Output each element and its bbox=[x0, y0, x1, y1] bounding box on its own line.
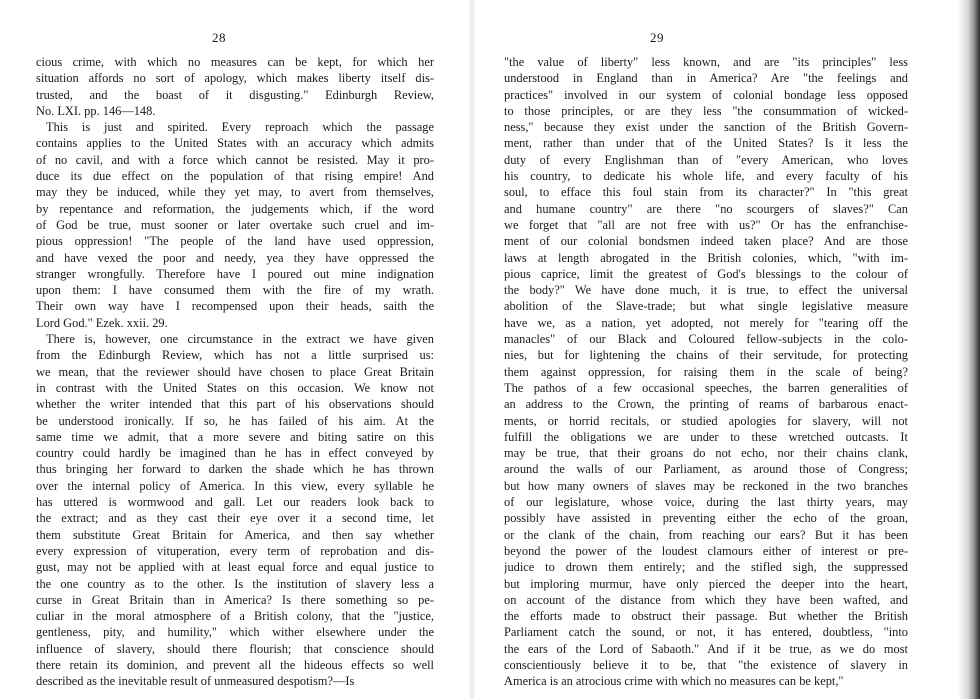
text-line: The pathos of a few occasional speeches, the barren generalities of bbox=[504, 380, 908, 395]
text-line: them substitute Great Britain for America, and then say whether bbox=[36, 527, 434, 542]
text-line: understood in England than in America? Are "the feelings and bbox=[504, 71, 908, 86]
text-line: Parliament catch the sound, or not, it has entered, doubtless, "into bbox=[504, 625, 908, 640]
text-line: gentleness, pity, and humility," which wither elsewhere under the bbox=[36, 625, 434, 640]
text-line: practices" involved in our system of colonial bondage less opposed bbox=[504, 87, 908, 102]
text-line: the efforts made to obstruct their passage. But whether the British bbox=[504, 609, 908, 624]
text-line: by repentance and reformation, the judgements which, if the word bbox=[36, 201, 434, 216]
text-line: his country, to dedicate his whole life, and every faculty of his bbox=[504, 169, 908, 184]
text-line: an address to the Crown, the printing of reams of barbarous enact- bbox=[504, 397, 908, 412]
text-line: Lord God." Ezek. xxii. 29. bbox=[36, 315, 168, 330]
text-line: laws at length abrogated in the British colonies, which, "with im- bbox=[504, 250, 908, 265]
page-text bbox=[36, 54, 434, 690]
text-line: No. LXI. pp. 146—148. bbox=[36, 103, 156, 118]
text-line: ment of our colonial bondsmen indeed taken place? And are those bbox=[504, 234, 908, 249]
text-line: nies, but for lightening the chains of their servitude, for protecting bbox=[504, 348, 908, 363]
text-line: country could hardly be imagined than he has in effect conveyed by bbox=[36, 446, 434, 461]
text-line: contains applies to the United States with an accuracy which admits bbox=[36, 136, 434, 151]
text-line: curse in Great Britain than in America? Is there something so pe- bbox=[36, 592, 434, 607]
text-line: of no cavil, and with a force which cannot be resisted. May it pro- bbox=[36, 152, 434, 167]
text-line: but imploring murmur, have only pierced the deeper into the heart, bbox=[504, 576, 908, 591]
text-line: cious crime, with which no measures can be kept, for which her bbox=[36, 55, 434, 69]
text-line: duce its due effect on the population of that rising empire! And bbox=[36, 169, 434, 184]
text-line: abolition of the Slave-trade; but what single legislative measure bbox=[504, 299, 908, 314]
text-line: but how many owners of slaves may be reckoned in the two branches bbox=[504, 478, 908, 493]
text-line: the body?" We have done much, it is true, to effect the universal bbox=[504, 283, 908, 298]
text-line: upon them: I have consumed them with the fire of my wrath. bbox=[36, 283, 434, 298]
text-line: fulfill the obligations we are under to these wretched outcasts. It bbox=[504, 429, 908, 444]
text-line: be understood ironically. If so, he has failed of his aim. At the bbox=[36, 413, 434, 428]
text-line: beyond the power of the loudest clamours either of interest or pre- bbox=[504, 543, 908, 558]
text-line: there retain its dominion, and prevent all the hideous effects so well bbox=[36, 657, 434, 672]
text-line: ment, rather than under that of the United States? Is it less the bbox=[504, 136, 908, 151]
text-line: pious caprice, limit the greatest of God's blessings to the colour of bbox=[504, 266, 908, 281]
text-line: may be true, that their groans do not echo, nor their chains clank, bbox=[504, 446, 908, 461]
text-line: on account of the distance from which they have been wafted, and bbox=[504, 592, 908, 607]
text-line: This is just and spirited. Every reproach which the passage bbox=[46, 120, 434, 135]
text-line: and humane country" are there "no scourgers of slaves?" Can bbox=[504, 201, 908, 216]
text-line: and have vexed the poor and needy, yea they have oppressed the bbox=[36, 250, 434, 265]
text-line: situation affords no sort of apology, which makes liberty itself dis- bbox=[36, 71, 434, 86]
text-line: ness," because they exist under the sanction of the British Govern- bbox=[504, 120, 908, 135]
text-line: whether the writer intended that this part of his observations should bbox=[36, 397, 434, 412]
text-line: have we, as a nation, yet adopted, not merely for "tearing off the bbox=[504, 315, 908, 330]
text-line: to those principles, or are they less "the consummation of wicked- bbox=[504, 103, 908, 118]
text-line: every expression of vituperation, every term of reprobation and dis- bbox=[36, 543, 434, 558]
text-line: of our legislature, whose voice, during the last thirty years, may bbox=[504, 495, 908, 510]
text-line: the extract; and as they cast their eye over it a second time, let bbox=[36, 511, 434, 526]
page-number: 29 bbox=[650, 30, 664, 45]
text-line: around the walls of our Parliament, as around those of Congress; bbox=[504, 462, 908, 477]
text-line: "the value of liberty" less known, and are "its principles" less bbox=[504, 55, 908, 69]
text-line: same time we admit, that a more severe and biting satire on this bbox=[36, 429, 434, 444]
text-line: of God be true, must sooner or later overtake such cruel and im- bbox=[36, 217, 434, 232]
text-line: gust, may not be applied with at least equal force and equal justice to bbox=[36, 560, 434, 575]
text-line: in contrast with the United States on this occasion. We know not bbox=[36, 380, 434, 395]
text-line: ments, or horrid recitals, or studied apologies for slavery, will not bbox=[504, 413, 908, 428]
text-line: described as the inevitable result of unmeasured despotism?—Is bbox=[36, 674, 355, 689]
text-line: may they be induced, while they yet may, to avert from themselves, bbox=[36, 185, 434, 200]
text-line: them against oppression, for raising them in the scale of being? bbox=[504, 364, 908, 379]
right-page bbox=[490, 0, 980, 699]
text-line: manacles" of our Black and Coloured fellow-subjects in the colo- bbox=[504, 332, 908, 347]
text-line: pious oppression! "The people of the land have used oppression, bbox=[36, 234, 434, 249]
text-line: the ears of the Lord of Sabaoth." And if it be true, as we do most bbox=[504, 641, 908, 656]
text-line: influence of slavery, should there flourish; that conscience should bbox=[36, 641, 434, 656]
text-line: stranger wrongfully. Therefore have I poured out mine indignation bbox=[36, 266, 434, 281]
text-line: the one country as to the other. Is the institution of slavery less a bbox=[36, 576, 434, 591]
text-line: over the internal policy of America. In this view, every syllable he bbox=[36, 478, 434, 493]
text-line: judice to drown them entirely; and the stifled sigh, the suppressed bbox=[504, 560, 908, 575]
text-line: trusted, and the boast of it disgusting." Edinburgh Review, bbox=[36, 87, 434, 102]
text-line: from the Edinburgh Review, which has not a little surprised us: bbox=[36, 348, 434, 363]
text-line: There is, however, one circumstance in the extract we have given bbox=[46, 332, 434, 347]
text-line: possibly have assisted in preventing either the echo of the groan, bbox=[504, 511, 908, 526]
page-text bbox=[504, 54, 908, 690]
text-line: conscientiously believe it to be, that "the existence of slavery in bbox=[504, 657, 908, 672]
page-number: 28 bbox=[212, 30, 226, 45]
text-line: we mean, that the reviewer should have chosen to place Great Britain bbox=[36, 364, 434, 379]
text-line: thus bringing her forward to darken the shade which he has thrown bbox=[36, 462, 434, 477]
text-line: or the clank of the chain, from reaching our ears? But it has been bbox=[504, 527, 908, 542]
text-line: culiar in the moral atmosphere of a British colony, that the "justice, bbox=[36, 609, 434, 624]
text-line: America is an atrocious crime with which no measures can be kept," bbox=[504, 674, 844, 689]
text-line: Their own way have I recompensed upon their heads, saith the bbox=[36, 299, 434, 314]
text-line: we forget that "all are not free with us?" Or has the enfranchise- bbox=[504, 217, 908, 232]
text-line: has uttered is wormwood and gall. Let our readers look back to bbox=[36, 495, 434, 510]
book-gutter bbox=[468, 0, 476, 699]
text-line: duty of every Englishman than of "every American, who loves bbox=[504, 152, 908, 167]
page-edge-shadow bbox=[958, 0, 980, 699]
text-line: soul, to efface this foul stain from its character?" In "this great bbox=[504, 185, 908, 200]
